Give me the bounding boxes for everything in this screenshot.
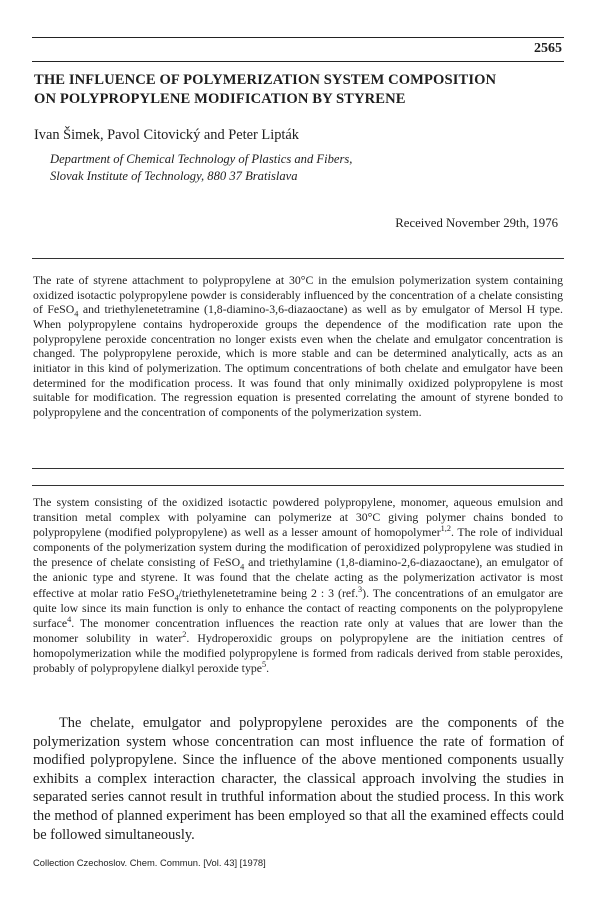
intro-ref-1: 1,2	[440, 524, 451, 534]
header-rule-top	[32, 37, 564, 38]
abstract-rule-bottom	[32, 468, 564, 469]
intro-ref-5: 5	[262, 660, 267, 670]
abstract-part-1: The rate of styrene attachment to polypropylene at 30°C in the emulsion polymerization system containing oxidized isotactic polypropylene powder is considerably influenced by the concentration of a chelate consisting of FeSO	[33, 273, 563, 317]
affiliation-line-2: Slovak Institute of Technology, 880 37 Bratislava	[50, 169, 298, 183]
page-number: 2565	[534, 41, 562, 56]
intro-ref-3: 4	[67, 614, 72, 624]
intro-text-3: and triethylamine (1,8-diamino-2,6-diazaoctane), an emulgator of the anionic type and styrene. It was found that the chelate acting as the polymerization activator is most effective at molar ratio FeSO	[33, 555, 563, 600]
intro-subscript-1: 4	[240, 562, 245, 572]
abstract-rule-top	[32, 258, 564, 259]
header-rule-bottom	[32, 61, 564, 62]
title-line-1: THE INFLUENCE OF POLYMERIZATION SYSTEM COMPOSITION	[34, 72, 497, 88]
abstract-part-2: and triethylenetetramine (1,8-diamino-3,6-diazaoctane) as well as by emulgator of Mersol H type. When polypropylene contains hydroperoxide groups the dependence of the modification rate upon the polypropylene peroxide concentration no longer exists even when the chelate and emulgator concentration is changed. The polypropylene peroxide, which is more stable and can be determined analytically, acts as an initiator in this kind of polymerization. The optimum concentrations of both chelate and emulgator have been determined for the modification process. It was found that only minimally oxidized polypropylene is most suitable for modification. The regression equation is presented correlating the amount of styrene bonded to polypropylene and the concentration of components of the polymerization system.	[33, 302, 563, 419]
journal-citation-footer: Collection Czechoslov. Chem. Commun. [Vol. 43] [1978]	[33, 857, 266, 868]
article-title	[34, 71, 564, 109]
received-date: Received November 29th, 1976	[395, 216, 558, 230]
abstract-subscript: 4	[74, 309, 79, 319]
intro-text-2: . The role of individual components of the polymerization system during the modification of peroxidized polypropylene was studied in the presence of chelate consisting of FeSO	[33, 525, 563, 570]
intro-text-6: . The monomer concentration influences the reaction rate only at values that are lower than the monomer solubility in water	[33, 615, 563, 645]
affiliation-line-1: Department of Chemical Technology of Plastics and Fibers,	[50, 152, 353, 166]
abstract-text	[33, 273, 563, 420]
title-line-2: ON POLYPROPYLENE MODIFICATION BY STYRENE	[34, 91, 406, 107]
affiliation	[50, 151, 352, 185]
intro-text-4: /triethylenetetramine being 2 : 3 (ref.	[178, 585, 359, 600]
intro-text-8: .	[266, 661, 270, 676]
body-paragraph: The chelate, emulgator and polypropylene peroxides are the components of the polymerization system whose concentration can most influence the rate of formation of modified polypropylene. Since the influence of the above mentioned components usually exhibits a complex interaction character, the classical approach involving the studies in separated series cannot result in truthful information about the studied process. In this work the method of planned experiment has been employed so that all the examined effects could be followed simultaneously.	[33, 715, 564, 843]
intro-ref-4: 2	[182, 629, 187, 639]
intro-ref-2: 3	[358, 584, 363, 594]
intro-text-7: . Hydroperoxidic groups on polypropylene are the initiation centres of homopolymerization while the modified polypropylene is formed from radicals derived from stable peroxides, probably of polypropylene dialkyl peroxide type	[33, 630, 563, 676]
author-list: Ivan Šimek, Pavol Citovický and Peter Lipták	[34, 127, 299, 143]
intro-text-1: The system consisting of the oxidized isotactic powdered polypropylene, monomer, aqueous emulsion and transition metal complex with polyamine can polymerize at 30°C giving polymer chains bonded to polypropylene (modified polypropylene) as well as a lesser amount of homopolymer	[33, 495, 563, 540]
intro-rule-top	[32, 485, 564, 486]
introduction-paragraph	[33, 495, 563, 676]
intro-subscript-2: 4	[174, 592, 179, 602]
intro-text-5: ). The concentrations of an emulgator are quite low since its main function is only to enhance the contact of reacting components on the polypropylene surface	[33, 585, 563, 630]
